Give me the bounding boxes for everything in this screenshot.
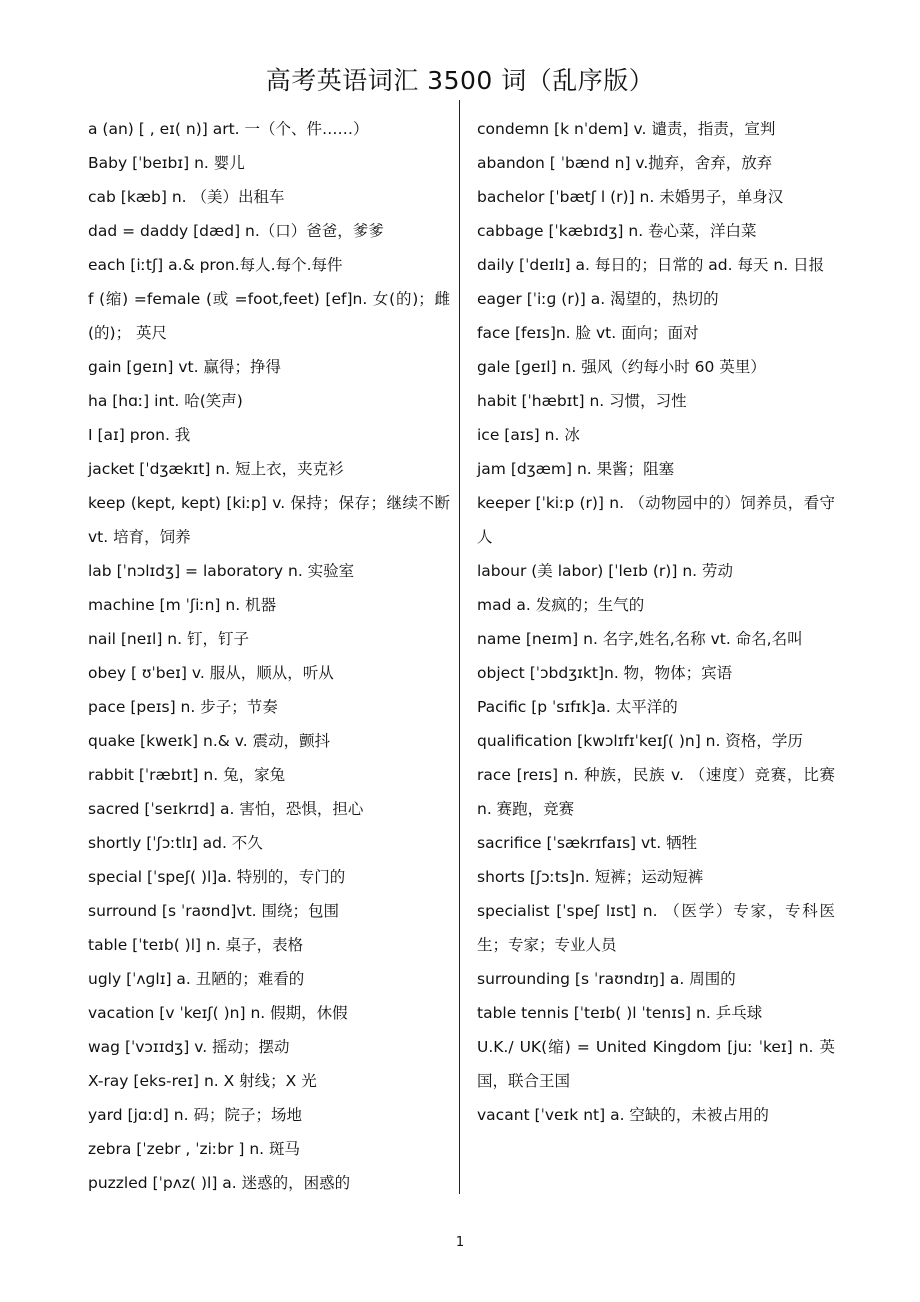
vocabulary-entry: ha [hɑː] int. 哈(笑声) [88,392,243,410]
vocabulary-entry: name [neɪm] n. 名字,姓名,名称 vt. 命名,名叫 [477,630,803,648]
vocabulary-entry: face [feɪs]n. 脸 vt. 面向；面对 [477,324,699,342]
page-title: 高考英语词汇 3500 词（乱序版） [265,66,655,95]
vocabulary-entry: ice [aɪs] n. 冰 [477,426,580,444]
vocabulary-entry: f (缩) =female (或 =foot,feet) [ef]n. 女(的)；雌(的)； 英尺 [88,290,450,342]
right-column [477,112,835,1132]
page-number: 1 [455,1235,465,1250]
vocabulary-entry: U.K./ UK(缩) = United Kingdom [juː ˈkeɪ] n. 英国，联合王国 [477,1038,835,1090]
vocabulary-entry: labour (美 labor) [ˈleɪb (r)] n. 劳动 [477,562,733,580]
vocabulary-entry: table tennis [ˈteɪb( )l ˈtenɪs] n. 乒乓球 [477,1004,763,1022]
vocabulary-entry: shortly [ˈʃɔːtlɪ] ad. 不久 [88,834,263,852]
vocabulary-entry: machine [m ˈʃiːn] n. 机器 [88,596,277,614]
vocabulary-entry: cab [kæb] n. （美）出租车 [88,188,285,206]
vocabulary-entry: specialist [ˈspeʃ lɪst] n. （医学）专家，专科医生；专家；专业人员 [477,902,835,954]
column-divider [459,100,460,1194]
vocabulary-entry: shorts [ʃɔːts]n. 短裤；运动短裤 [477,868,704,886]
vocabulary-entry: Baby [ˈbeɪbɪ] n. 婴儿 [88,154,245,172]
vocabulary-entry: a (an) [ , eɪ( n)] art. 一（个、件……） [88,120,369,138]
vocabulary-entry: gain [ɡeɪn] vt. 赢得；挣得 [88,358,281,376]
vocabulary-entry: keeper [ˈkiːp (r)] n. （动物园中的）饲养员，看守人 [477,494,835,546]
vocabulary-entry: I [aɪ] pron. 我 [88,426,191,444]
vocabulary-entry: cabbage [ˈkæbɪdʒ] n. 卷心菜，洋白菜 [477,222,757,240]
vocabulary-entry: zebra [ˈzebr , ˈziːbr ] n. 斑马 [88,1140,300,1158]
vocabulary-entry: eager [ˈiːɡ (r)] a. 渴望的，热切的 [477,290,719,308]
left-column [88,112,450,1200]
vocabulary-entry: habit [ˈhæbɪt] n. 习惯，习性 [477,392,687,410]
vocabulary-entry: abandon [ ˈbænd n] v.抛弃，舍弃，放弃 [477,154,773,172]
vocabulary-entry: mad a. 发疯的；生气的 [477,596,645,614]
vocabulary-entry: nail [neɪl] n. 钉，钉子 [88,630,249,648]
vocabulary-entry: yard [jɑːd] n. 码；院子；场地 [88,1106,302,1124]
vocabulary-entry: jam [dʒæm] n. 果酱；阻塞 [477,460,675,478]
vocabulary-entry: surrounding [s ˈraʊndɪŋ] a. 周围的 [477,970,736,988]
vocabulary-entry: keep (kept, kept) [kiːp] v. 保持；保存；继续不断 vt. 培育，饲养 [88,494,450,546]
vocabulary-entry: qualification [kwɔlɪfɪˈkeɪʃ( )n] n. 资格，学历 [477,732,803,750]
vocabulary-entry: daily [ˈdeɪlɪ] a. 每日的；日常的 ad. 每天 n. 日报 [477,256,825,274]
vocabulary-entry: dad = daddy [dæd] n.（口）爸爸，爹爹 [88,222,384,240]
vocabulary-entry: ugly [ˈʌɡlɪ] a. 丑陋的；难看的 [88,970,305,988]
vocabulary-entry: sacrifice [ˈsækrɪfaɪs] vt. 牺牲 [477,834,698,852]
vocabulary-entry: lab [ˈnɔlɪdʒ] = laboratory n. 实验室 [88,562,355,580]
vocabulary-entry: bachelor [ˈbætʃ l (r)] n. 未婚男子，单身汉 [477,188,784,206]
vocabulary-entry: puzzled [ˈpʌz( )l] a. 迷惑的，困惑的 [88,1174,351,1192]
vocabulary-entry: wag [ˈvɔɪɪdʒ] v. 摇动；摆动 [88,1038,290,1056]
vocabulary-entry: object [ˈɔbdʒɪkt]n. 物，物体；宾语 [477,664,733,682]
vocabulary-entry: surround [s ˈraʊnd]vt. 围绕；包围 [88,902,339,920]
vocabulary-entry: rabbit [ˈræbɪt] n. 兔，家兔 [88,766,286,784]
vocabulary-entry: pace [peɪs] n. 步子；节奏 [88,698,278,716]
vocabulary-entry: special [ˈspeʃ( )l]a. 特别的，专门的 [88,868,346,886]
vocabulary-entry: obey [ ʊˈbeɪ] v. 服从，顺从，听从 [88,664,334,682]
vocabulary-entry: condemn [k nˈdem] v. 谴责，指责，宣判 [477,120,776,138]
vocabulary-entry: each [iːtʃ] a.& pron.每人.每个.每件 [88,256,343,274]
vocabulary-entry: table [ˈteɪb( )l] n. 桌子，表格 [88,936,304,954]
vocabulary-entry: sacred [ˈseɪkrɪd] a. 害怕，恐惧，担心 [88,800,364,818]
vocabulary-entry: vacant [ˈveɪk nt] a. 空缺的，未被占用的 [477,1106,769,1124]
vocabulary-entry: X-ray [eks-reɪ] n. X 射线；X 光 [88,1072,317,1090]
vocabulary-entry: quake [kweɪk] n.& v. 震动，颤抖 [88,732,331,750]
vocabulary-entry: race [reɪs] n. 种族，民族 v. （速度）竞赛，比赛 n. 赛跑，竞赛 [477,766,835,818]
vocabulary-entry: vacation [v ˈkeɪʃ( )n] n. 假期，休假 [88,1004,348,1022]
vocabulary-entry: Pacific [p ˈsɪfɪk]a. 太平洋的 [477,698,678,716]
vocabulary-entry: jacket [ˈdʒækɪt] n. 短上衣，夹克衫 [88,460,344,478]
vocabulary-entry: gale [ɡeɪl] n. 强风（约每小时 60 英里） [477,358,766,376]
